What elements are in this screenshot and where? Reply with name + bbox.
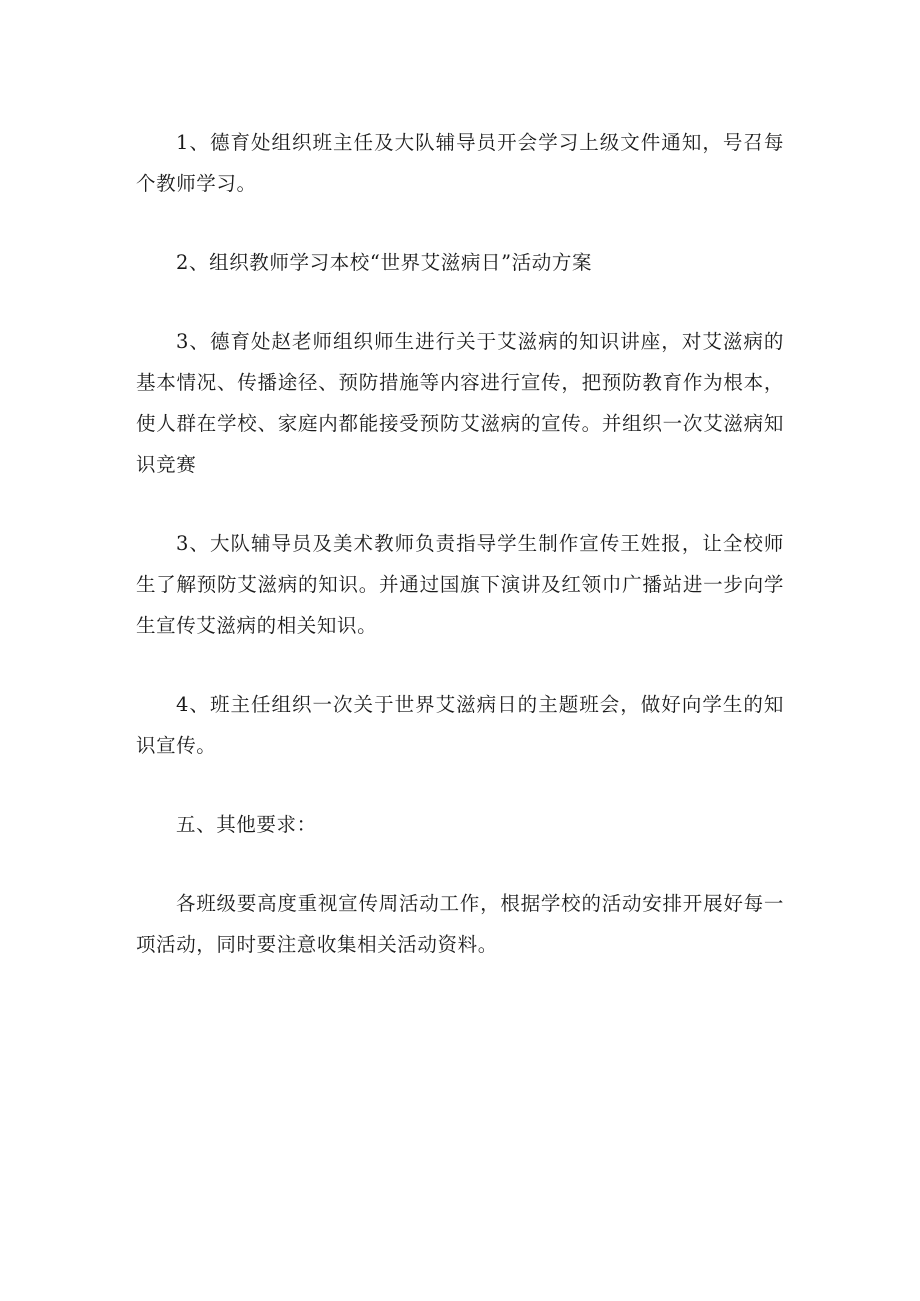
paragraph-gap (136, 646, 784, 684)
paragraph-gap (136, 204, 784, 242)
paragraph-item-4: 4、班主任组织一次关于世界艾滋病日的主题班会，做好向学生的知识宣传。 (136, 693, 784, 757)
paragraph-gap (136, 845, 784, 883)
paragraph-item-1: 1、德育处组织班主任及大队辅导员开会学习上级文件通知，号召每个教师学习。 (136, 131, 784, 195)
paragraph-item-3b: 3、大队辅导员及美术教师负责指导学生制作宣传王姓报，让全校师生了解预防艾滋病的知识。并通过国旗下演讲及红领巾广播站进一步向学生宣传艾滋病的相关知识。 (136, 532, 784, 637)
paragraph-gap (136, 283, 784, 321)
paragraph-item-2: 2、组织教师学习本校“世界艾滋病日”活动方案 (176, 251, 593, 274)
document-body (136, 122, 784, 965)
section-heading-other-requirements: 五、其他要求： (176, 813, 317, 836)
paragraph-gap (136, 766, 784, 804)
paragraph-gap (136, 485, 784, 523)
paragraph-item-3a: 3、德育处赵老师组织师生进行关于艾滋病的知识讲座，对艾滋病的基本情况、传播途径、预防措施等内容进行宣传，把预防教育作为根本，使人群在学校、家庭内都能接受预防艾滋病的宣传。并组织一次艾滋病知识竞赛 (136, 330, 784, 476)
paragraph-requirements: 各班级要高度重视宣传周活动工作，根据学校的活动安排开展好每一项活动，同时要注意收集相关活动资料。 (136, 892, 784, 956)
